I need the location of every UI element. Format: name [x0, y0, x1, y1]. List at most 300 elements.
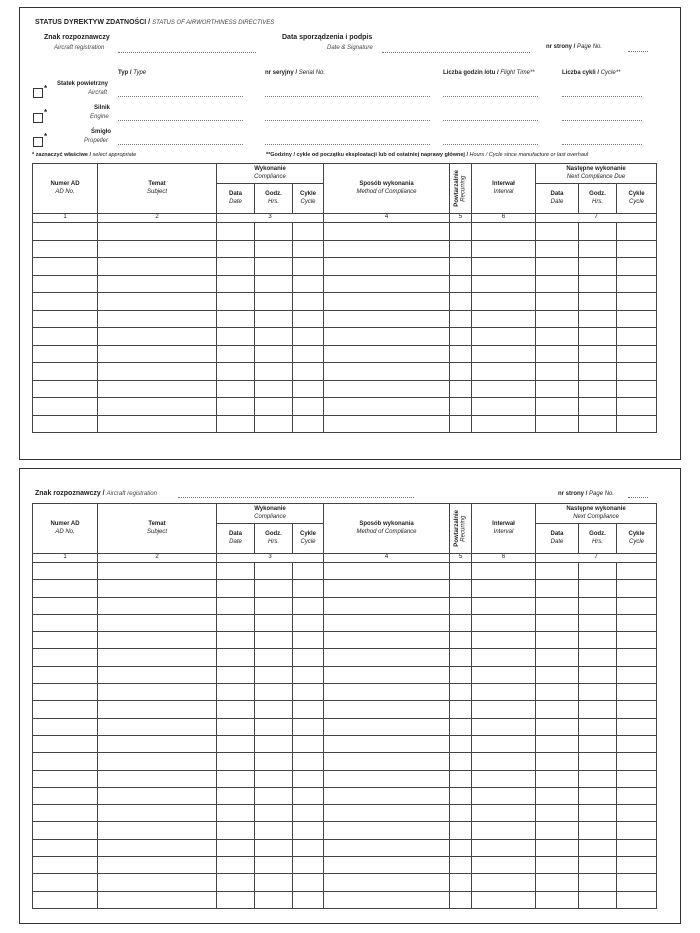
- table-cell[interactable]: [472, 293, 536, 311]
- table-cell[interactable]: [324, 310, 450, 328]
- table-cell[interactable]: [536, 328, 579, 346]
- table-cell[interactable]: [293, 310, 324, 328]
- table-cell[interactable]: [255, 258, 293, 276]
- table-cell[interactable]: [33, 770, 98, 787]
- table-cell[interactable]: [536, 822, 579, 839]
- table-cell[interactable]: [472, 666, 536, 683]
- table-cell[interactable]: [33, 787, 98, 804]
- table-cell[interactable]: [324, 701, 450, 718]
- table-cell[interactable]: [450, 614, 472, 631]
- table-cell[interactable]: [617, 684, 657, 701]
- table-cell[interactable]: [324, 240, 450, 258]
- table-cell[interactable]: [324, 223, 450, 241]
- table-cell[interactable]: [217, 380, 255, 398]
- table-cell[interactable]: [293, 874, 324, 891]
- table-cell[interactable]: [536, 275, 579, 293]
- table-cell[interactable]: [293, 632, 324, 649]
- table-cell[interactable]: [98, 363, 217, 381]
- table-cell[interactable]: [536, 310, 579, 328]
- table-cell[interactable]: [255, 380, 293, 398]
- table-cell[interactable]: [617, 718, 657, 735]
- table-cell[interactable]: [255, 275, 293, 293]
- table-cell[interactable]: [33, 649, 98, 666]
- table-cell[interactable]: [217, 580, 255, 597]
- table-cell[interactable]: [450, 363, 472, 381]
- aircraft-checkbox[interactable]: [33, 88, 43, 98]
- registration-field[interactable]: [178, 497, 414, 498]
- table-cell[interactable]: [536, 398, 579, 416]
- table-cell[interactable]: [33, 805, 98, 822]
- table-cell[interactable]: [324, 666, 450, 683]
- table-cell[interactable]: [98, 293, 217, 311]
- table-cell[interactable]: [579, 632, 617, 649]
- table-cell[interactable]: [472, 857, 536, 874]
- table-cell[interactable]: [33, 580, 98, 597]
- table-cell[interactable]: [536, 787, 579, 804]
- table-cell[interactable]: [33, 345, 98, 363]
- table-cell[interactable]: [472, 649, 536, 666]
- table-cell[interactable]: [579, 275, 617, 293]
- table-cell[interactable]: [293, 328, 324, 346]
- table-cell[interactable]: [536, 580, 579, 597]
- table-cell[interactable]: [324, 398, 450, 416]
- table-cell[interactable]: [293, 787, 324, 804]
- table-cell[interactable]: [324, 718, 450, 735]
- table-cell[interactable]: [324, 874, 450, 891]
- table-cell[interactable]: [255, 415, 293, 433]
- table-cell[interactable]: [33, 363, 98, 381]
- table-cell[interactable]: [98, 839, 217, 856]
- table-cell[interactable]: [33, 822, 98, 839]
- table-cell[interactable]: [293, 380, 324, 398]
- table-cell[interactable]: [450, 275, 472, 293]
- table-cell[interactable]: [536, 380, 579, 398]
- table-cell[interactable]: [255, 891, 293, 908]
- table-cell[interactable]: [450, 310, 472, 328]
- table-cell[interactable]: [33, 293, 98, 311]
- table-cell[interactable]: [33, 240, 98, 258]
- table-cell[interactable]: [450, 563, 472, 580]
- table-cell[interactable]: [255, 787, 293, 804]
- table-cell[interactable]: [617, 614, 657, 631]
- table-cell[interactable]: [217, 240, 255, 258]
- table-cell[interactable]: [33, 597, 98, 614]
- propeller-hours-field[interactable]: [443, 144, 538, 145]
- table-cell[interactable]: [324, 632, 450, 649]
- table-cell[interactable]: [98, 275, 217, 293]
- table-cell[interactable]: [536, 770, 579, 787]
- table-cell[interactable]: [579, 223, 617, 241]
- table-cell[interactable]: [536, 632, 579, 649]
- table-cell[interactable]: [617, 363, 657, 381]
- table-cell[interactable]: [217, 614, 255, 631]
- table-cell[interactable]: [293, 345, 324, 363]
- table-cell[interactable]: [617, 805, 657, 822]
- table-cell[interactable]: [617, 345, 657, 363]
- table-cell[interactable]: [472, 597, 536, 614]
- table-cell[interactable]: [293, 275, 324, 293]
- table-cell[interactable]: [579, 822, 617, 839]
- table-cell[interactable]: [472, 701, 536, 718]
- table-cell[interactable]: [450, 415, 472, 433]
- table-cell[interactable]: [450, 258, 472, 276]
- table-cell[interactable]: [450, 632, 472, 649]
- table-cell[interactable]: [217, 839, 255, 856]
- table-cell[interactable]: [217, 718, 255, 735]
- table-cell[interactable]: [98, 857, 217, 874]
- table-cell[interactable]: [255, 328, 293, 346]
- table-cell[interactable]: [98, 718, 217, 735]
- registration-field[interactable]: [118, 52, 256, 53]
- table-cell[interactable]: [617, 597, 657, 614]
- table-cell[interactable]: [450, 874, 472, 891]
- table-cell[interactable]: [255, 718, 293, 735]
- table-cell[interactable]: [98, 787, 217, 804]
- table-cell[interactable]: [617, 839, 657, 856]
- table-cell[interactable]: [217, 293, 255, 311]
- table-cell[interactable]: [536, 240, 579, 258]
- table-cell[interactable]: [324, 770, 450, 787]
- table-cell[interactable]: [536, 753, 579, 770]
- table-cell[interactable]: [617, 770, 657, 787]
- table-cell[interactable]: [536, 684, 579, 701]
- table-cell[interactable]: [324, 258, 450, 276]
- table-cell[interactable]: [293, 822, 324, 839]
- table-cell[interactable]: [579, 857, 617, 874]
- table-cell[interactable]: [536, 649, 579, 666]
- table-cell[interactable]: [536, 223, 579, 241]
- table-cell[interactable]: [98, 701, 217, 718]
- table-cell[interactable]: [450, 240, 472, 258]
- table-cell[interactable]: [450, 822, 472, 839]
- table-cell[interactable]: [293, 718, 324, 735]
- table-cell[interactable]: [33, 839, 98, 856]
- table-cell[interactable]: [217, 563, 255, 580]
- table-cell[interactable]: [450, 839, 472, 856]
- table-cell[interactable]: [617, 649, 657, 666]
- table-cell[interactable]: [536, 735, 579, 752]
- table-cell[interactable]: [450, 805, 472, 822]
- table-cell[interactable]: [617, 580, 657, 597]
- table-cell[interactable]: [98, 735, 217, 752]
- table-cell[interactable]: [579, 770, 617, 787]
- table-cell[interactable]: [579, 380, 617, 398]
- table-cell[interactable]: [472, 363, 536, 381]
- aircraft-serial-field[interactable]: [265, 96, 430, 97]
- table-cell[interactable]: [217, 415, 255, 433]
- page-number-field[interactable]: [628, 497, 648, 498]
- table-cell[interactable]: [579, 614, 617, 631]
- aircraft-hours-field[interactable]: [443, 96, 538, 97]
- table-cell[interactable]: [472, 614, 536, 631]
- table-cell[interactable]: [293, 363, 324, 381]
- table-cell[interactable]: [472, 563, 536, 580]
- table-cell[interactable]: [293, 649, 324, 666]
- table-cell[interactable]: [579, 753, 617, 770]
- table-cell[interactable]: [217, 275, 255, 293]
- table-cell[interactable]: [536, 891, 579, 908]
- table-cell[interactable]: [536, 874, 579, 891]
- table-cell[interactable]: [98, 822, 217, 839]
- table-cell[interactable]: [217, 891, 255, 908]
- table-cell[interactable]: [536, 666, 579, 683]
- table-cell[interactable]: [617, 310, 657, 328]
- table-cell[interactable]: [472, 753, 536, 770]
- table-cell[interactable]: [98, 891, 217, 908]
- table-cell[interactable]: [33, 666, 98, 683]
- table-cell[interactable]: [217, 632, 255, 649]
- table-cell[interactable]: [255, 684, 293, 701]
- table-cell[interactable]: [472, 822, 536, 839]
- table-cell[interactable]: [324, 822, 450, 839]
- table-cell[interactable]: [617, 891, 657, 908]
- table-cell[interactable]: [536, 718, 579, 735]
- table-cell[interactable]: [617, 380, 657, 398]
- table-cell[interactable]: [324, 275, 450, 293]
- table-cell[interactable]: [217, 735, 255, 752]
- table-cell[interactable]: [472, 839, 536, 856]
- table-cell[interactable]: [617, 563, 657, 580]
- table-cell[interactable]: [255, 398, 293, 416]
- table-cell[interactable]: [293, 735, 324, 752]
- table-cell[interactable]: [579, 891, 617, 908]
- table-cell[interactable]: [617, 701, 657, 718]
- table-cell[interactable]: [450, 649, 472, 666]
- table-cell[interactable]: [472, 891, 536, 908]
- table-cell[interactable]: [617, 874, 657, 891]
- table-cell[interactable]: [450, 735, 472, 752]
- table-cell[interactable]: [33, 223, 98, 241]
- table-cell[interactable]: [450, 380, 472, 398]
- table-cell[interactable]: [217, 597, 255, 614]
- table-cell[interactable]: [450, 770, 472, 787]
- table-cell[interactable]: [472, 415, 536, 433]
- table-cell[interactable]: [33, 753, 98, 770]
- table-cell[interactable]: [579, 701, 617, 718]
- table-cell[interactable]: [255, 839, 293, 856]
- table-cell[interactable]: [579, 310, 617, 328]
- table-cell[interactable]: [472, 770, 536, 787]
- table-cell[interactable]: [617, 632, 657, 649]
- table-cell[interactable]: [98, 805, 217, 822]
- table-cell[interactable]: [98, 398, 217, 416]
- table-cell[interactable]: [33, 398, 98, 416]
- engine-serial-field[interactable]: [265, 120, 430, 121]
- table-cell[interactable]: [98, 380, 217, 398]
- table-cell[interactable]: [617, 328, 657, 346]
- table-cell[interactable]: [33, 701, 98, 718]
- table-cell[interactable]: [472, 805, 536, 822]
- table-cell[interactable]: [293, 580, 324, 597]
- table-cell[interactable]: [617, 398, 657, 416]
- table-cell[interactable]: [255, 614, 293, 631]
- table-cell[interactable]: [579, 666, 617, 683]
- table-cell[interactable]: [324, 787, 450, 804]
- engine-cycles-field[interactable]: [562, 120, 642, 121]
- table-cell[interactable]: [255, 363, 293, 381]
- table-cell[interactable]: [217, 770, 255, 787]
- table-cell[interactable]: [293, 753, 324, 770]
- date-signature-field[interactable]: [382, 52, 530, 53]
- table-cell[interactable]: [579, 718, 617, 735]
- table-cell[interactable]: [293, 805, 324, 822]
- table-cell[interactable]: [450, 597, 472, 614]
- table-cell[interactable]: [324, 753, 450, 770]
- table-cell[interactable]: [293, 684, 324, 701]
- table-cell[interactable]: [255, 310, 293, 328]
- table-cell[interactable]: [98, 649, 217, 666]
- table-cell[interactable]: [472, 310, 536, 328]
- table-cell[interactable]: [33, 258, 98, 276]
- table-cell[interactable]: [255, 874, 293, 891]
- table-cell[interactable]: [472, 275, 536, 293]
- table-cell[interactable]: [98, 753, 217, 770]
- table-cell[interactable]: [450, 328, 472, 346]
- table-cell[interactable]: [217, 701, 255, 718]
- table-cell[interactable]: [450, 398, 472, 416]
- table-cell[interactable]: [324, 735, 450, 752]
- table-cell[interactable]: [33, 632, 98, 649]
- table-cell[interactable]: [293, 857, 324, 874]
- table-cell[interactable]: [536, 614, 579, 631]
- table-cell[interactable]: [33, 310, 98, 328]
- table-cell[interactable]: [293, 223, 324, 241]
- table-cell[interactable]: [617, 787, 657, 804]
- propeller-checkbox[interactable]: [33, 137, 43, 147]
- table-cell[interactable]: [536, 839, 579, 856]
- table-cell[interactable]: [293, 398, 324, 416]
- table-cell[interactable]: [579, 398, 617, 416]
- table-cell[interactable]: [33, 891, 98, 908]
- table-cell[interactable]: [33, 718, 98, 735]
- table-cell[interactable]: [536, 597, 579, 614]
- table-cell[interactable]: [450, 223, 472, 241]
- table-cell[interactable]: [579, 805, 617, 822]
- table-cell[interactable]: [217, 398, 255, 416]
- table-cell[interactable]: [450, 580, 472, 597]
- table-cell[interactable]: [324, 328, 450, 346]
- table-cell[interactable]: [472, 258, 536, 276]
- table-cell[interactable]: [293, 701, 324, 718]
- table-cell[interactable]: [617, 857, 657, 874]
- table-cell[interactable]: [255, 822, 293, 839]
- table-cell[interactable]: [255, 580, 293, 597]
- table-cell[interactable]: [293, 891, 324, 908]
- table-cell[interactable]: [324, 363, 450, 381]
- table-cell[interactable]: [33, 415, 98, 433]
- table-cell[interactable]: [617, 240, 657, 258]
- table-cell[interactable]: [33, 328, 98, 346]
- table-cell[interactable]: [293, 666, 324, 683]
- table-cell[interactable]: [324, 805, 450, 822]
- table-cell[interactable]: [579, 363, 617, 381]
- table-cell[interactable]: [33, 684, 98, 701]
- table-cell[interactable]: [579, 839, 617, 856]
- table-cell[interactable]: [255, 240, 293, 258]
- table-cell[interactable]: [98, 328, 217, 346]
- table-cell[interactable]: [98, 345, 217, 363]
- table-cell[interactable]: [324, 614, 450, 631]
- table-cell[interactable]: [579, 563, 617, 580]
- table-cell[interactable]: [324, 293, 450, 311]
- table-cell[interactable]: [617, 223, 657, 241]
- table-cell[interactable]: [98, 580, 217, 597]
- page-number-field[interactable]: [628, 51, 648, 52]
- table-cell[interactable]: [98, 614, 217, 631]
- table-cell[interactable]: [324, 597, 450, 614]
- table-cell[interactable]: [472, 787, 536, 804]
- table-cell[interactable]: [255, 649, 293, 666]
- table-cell[interactable]: [617, 666, 657, 683]
- table-cell[interactable]: [33, 563, 98, 580]
- table-cell[interactable]: [98, 874, 217, 891]
- table-cell[interactable]: [255, 735, 293, 752]
- table-cell[interactable]: [98, 258, 217, 276]
- engine-hours-field[interactable]: [443, 120, 538, 121]
- table-cell[interactable]: [579, 684, 617, 701]
- table-cell[interactable]: [98, 310, 217, 328]
- table-cell[interactable]: [217, 649, 255, 666]
- table-cell[interactable]: [472, 328, 536, 346]
- table-cell[interactable]: [450, 666, 472, 683]
- table-cell[interactable]: [98, 223, 217, 241]
- table-cell[interactable]: [293, 770, 324, 787]
- table-cell[interactable]: [324, 380, 450, 398]
- table-cell[interactable]: [255, 753, 293, 770]
- table-cell[interactable]: [579, 580, 617, 597]
- table-cell[interactable]: [579, 735, 617, 752]
- table-cell[interactable]: [579, 258, 617, 276]
- table-cell[interactable]: [472, 345, 536, 363]
- table-cell[interactable]: [617, 822, 657, 839]
- table-cell[interactable]: [324, 580, 450, 597]
- table-cell[interactable]: [217, 328, 255, 346]
- table-cell[interactable]: [217, 874, 255, 891]
- table-cell[interactable]: [217, 822, 255, 839]
- table-cell[interactable]: [536, 293, 579, 311]
- table-cell[interactable]: [217, 223, 255, 241]
- table-cell[interactable]: [255, 857, 293, 874]
- table-cell[interactable]: [579, 597, 617, 614]
- table-cell[interactable]: [450, 293, 472, 311]
- table-cell[interactable]: [450, 857, 472, 874]
- table-cell[interactable]: [536, 701, 579, 718]
- table-cell[interactable]: [217, 310, 255, 328]
- table-cell[interactable]: [255, 701, 293, 718]
- table-cell[interactable]: [98, 770, 217, 787]
- table-cell[interactable]: [324, 839, 450, 856]
- table-cell[interactable]: [255, 563, 293, 580]
- table-cell[interactable]: [293, 563, 324, 580]
- table-cell[interactable]: [293, 258, 324, 276]
- table-cell[interactable]: [98, 666, 217, 683]
- table-cell[interactable]: [255, 345, 293, 363]
- table-cell[interactable]: [255, 597, 293, 614]
- table-cell[interactable]: [472, 223, 536, 241]
- engine-type-field[interactable]: [118, 120, 243, 121]
- aircraft-cycles-field[interactable]: [562, 96, 642, 97]
- table-cell[interactable]: [293, 597, 324, 614]
- table-cell[interactable]: [217, 345, 255, 363]
- table-cell[interactable]: [617, 258, 657, 276]
- table-cell[interactable]: [255, 805, 293, 822]
- table-cell[interactable]: [450, 787, 472, 804]
- propeller-type-field[interactable]: [118, 144, 243, 145]
- table-cell[interactable]: [450, 718, 472, 735]
- table-cell[interactable]: [98, 632, 217, 649]
- table-cell[interactable]: [293, 240, 324, 258]
- table-cell[interactable]: [293, 839, 324, 856]
